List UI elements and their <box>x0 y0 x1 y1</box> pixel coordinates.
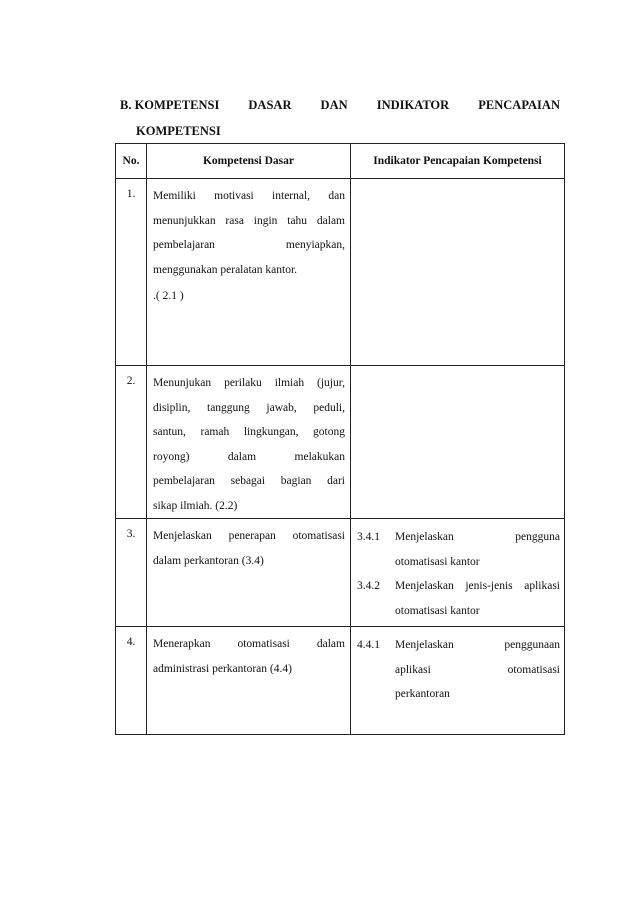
kd-line: Memiliki motivasi internal, dan <box>153 190 345 202</box>
indicator-item <box>357 574 560 623</box>
header-kompetensi-dasar: Kompetensi Dasar <box>147 144 351 179</box>
kd-code: .( 2.1 ) <box>153 290 184 302</box>
indicator-line: perkantoran <box>395 688 450 700</box>
heading-word: PENCAPAIAN <box>478 98 560 112</box>
indicator-line: otomatisasi kantor <box>395 555 480 568</box>
kd-line: santun, ramah lingkungan, gotong <box>153 426 345 438</box>
header-no: No. <box>116 144 147 179</box>
row-number: 2. <box>116 366 147 519</box>
table-row <box>116 179 565 366</box>
kompetensi-dasar-cell <box>147 366 351 519</box>
header-indikator: Indikator Pencapaian Kompetensi <box>351 144 565 179</box>
indikator-cell <box>351 519 565 627</box>
table-header-row <box>116 144 565 179</box>
indicator-line: Menjelaskan jenis-jenis aplikasi <box>395 580 560 592</box>
section-heading-line1 <box>120 92 560 118</box>
kd-line: disiplin, tanggung jawab, peduli, <box>153 401 345 414</box>
kd-line: dalam perkantoran (3.4) <box>153 554 264 567</box>
section-heading <box>120 92 560 144</box>
indikator-cell <box>351 179 565 366</box>
row-number: 4. <box>116 627 147 735</box>
indicator-line: aplikasi otomatisasi <box>395 663 560 676</box>
kd-line: Menunjukan perilaku ilmiah (jujur, <box>153 377 345 389</box>
heading-word: DASAR <box>248 98 292 112</box>
kd-line: sikap ilmiah. (2.2) <box>153 499 238 512</box>
table-row <box>116 366 565 519</box>
table-row <box>116 519 565 627</box>
indicator-number: 4.4.1 <box>357 639 380 651</box>
kd-line: menunjukkan rasa ingin tahu dalam <box>153 214 345 227</box>
kd-line: administrasi perkantoran (4.4) <box>153 662 292 675</box>
kd-line: Menerapkan otomatisasi dalam <box>153 638 345 650</box>
row-number: 3. <box>116 519 147 627</box>
kd-line: pembelajaran sebagai bagian dari <box>153 475 345 487</box>
kompetensi-dasar-cell <box>147 519 351 627</box>
kd-line: pembelajaran menyiapkan, <box>153 239 345 251</box>
kd-line: royong) dalam melakukan <box>153 450 345 463</box>
indikator-cell <box>351 366 565 519</box>
kompetensi-dasar-cell <box>147 627 351 735</box>
kd-line: menggunakan peralatan kantor. <box>153 263 298 276</box>
heading-word: INDIKATOR <box>376 98 450 112</box>
heading-word: B. KOMPETENSI <box>120 98 220 112</box>
indicator-line: Menjelaskan penggunaan <box>395 639 560 651</box>
heading-word: DAN <box>320 98 348 112</box>
indicator-line: otomatisasi kantor <box>395 604 480 617</box>
indicator-item <box>357 633 560 707</box>
competency-table <box>115 143 565 735</box>
indikator-cell <box>351 627 565 735</box>
row-number: 1. <box>116 179 147 366</box>
indicator-line: Menjelaskan pengguna <box>395 531 560 543</box>
indicator-item <box>357 525 560 574</box>
indicator-number: 3.4.2 <box>357 580 380 592</box>
table-row <box>116 627 565 735</box>
section-heading-line2: KOMPETENSI <box>136 124 221 138</box>
indicator-number: 3.4.1 <box>357 531 380 543</box>
kompetensi-dasar-cell <box>147 179 351 366</box>
kd-line: Menjelaskan penerapan otomatisasi <box>153 530 345 542</box>
